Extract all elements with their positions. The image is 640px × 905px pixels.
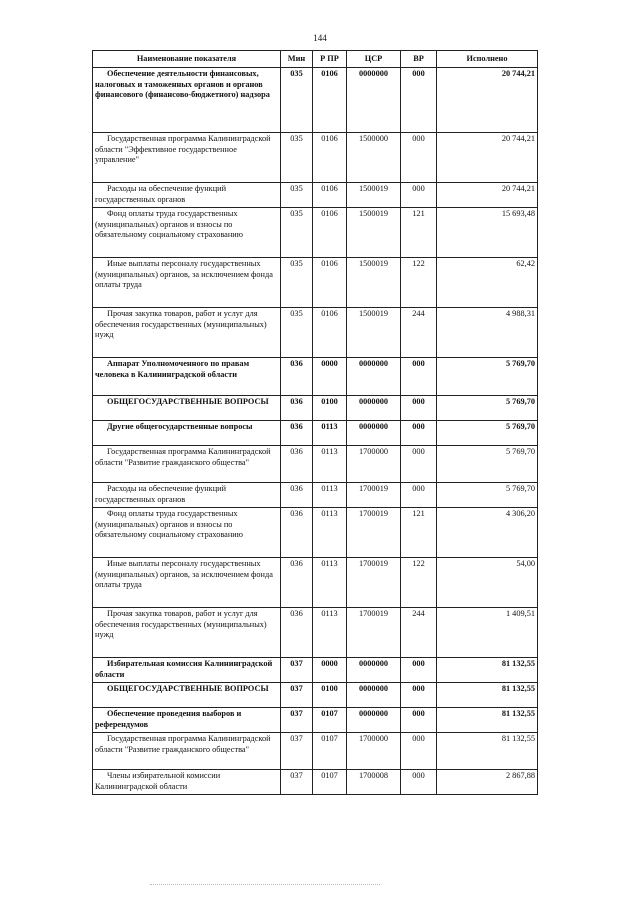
cell-target-article-code: 1700019 [347, 508, 401, 558]
table-row [93, 133, 538, 183]
cell-ministry-code: 036 [281, 421, 313, 446]
cell-indicator-name: Фонд оплаты труда государственных (муниципальных) органов и взносы по обязательному социальному страхованию [93, 508, 281, 558]
cell-executed-amount: 20 744,21 [437, 183, 538, 208]
cell-expense-type-code: 244 [401, 308, 437, 358]
cell-indicator-name: Аппарат Уполномоченного по правам человека в Калининградской области [93, 358, 281, 396]
cell-expense-type-code: 122 [401, 558, 437, 608]
cell-expense-type-code: 000 [401, 133, 437, 183]
cell-ministry-code: 035 [281, 308, 313, 358]
cell-target-article-code: 1500019 [347, 308, 401, 358]
cell-executed-amount: 5 769,70 [437, 483, 538, 508]
cell-section-code: 0113 [313, 421, 347, 446]
cell-target-article-code: 0000000 [347, 396, 401, 421]
cell-ministry-code: 036 [281, 608, 313, 658]
cell-ministry-code: 035 [281, 208, 313, 258]
cell-section-code: 0106 [313, 68, 347, 133]
cell-section-code: 0106 [313, 208, 347, 258]
cell-executed-amount: 4 306,20 [437, 508, 538, 558]
cell-indicator-name: Расходы на обеспечение функций государственных органов [93, 483, 281, 508]
cell-ministry-code: 036 [281, 483, 313, 508]
cell-target-article-code: 0000000 [347, 421, 401, 446]
cell-expense-type-code: 122 [401, 258, 437, 308]
cell-expense-type-code: 000 [401, 770, 437, 795]
cell-ministry-code: 035 [281, 258, 313, 308]
cell-executed-amount: 1 409,51 [437, 608, 538, 658]
cell-executed-amount: 81 132,55 [437, 683, 538, 708]
cell-indicator-name: ОБЩЕГОСУДАРСТВЕННЫЕ ВОПРОСЫ [93, 396, 281, 421]
cell-executed-amount: 20 744,21 [437, 133, 538, 183]
cell-ministry-code: 037 [281, 708, 313, 733]
cell-expense-type-code: 000 [401, 68, 437, 133]
cell-ministry-code: 036 [281, 446, 313, 483]
cell-indicator-name: ОБЩЕГОСУДАРСТВЕННЫЕ ВОПРОСЫ [93, 683, 281, 708]
cell-target-article-code: 1700019 [347, 483, 401, 508]
cell-indicator-name: Фонд оплаты труда государственных (муниципальных) органов и взносы по обязательному социальному страхованию [93, 208, 281, 258]
cell-section-code: 0106 [313, 308, 347, 358]
cell-indicator-name: Прочая закупка товаров, работ и услуг для обеспечения государственных (муниципальных) нужд [93, 308, 281, 358]
cell-target-article-code: 1500019 [347, 183, 401, 208]
cell-target-article-code: 1500019 [347, 208, 401, 258]
cell-target-article-code: 1700019 [347, 608, 401, 658]
cell-executed-amount: 20 744,21 [437, 68, 538, 133]
cell-target-article-code: 1700000 [347, 446, 401, 483]
cell-ministry-code: 037 [281, 683, 313, 708]
cell-target-article-code: 0000000 [347, 708, 401, 733]
cell-expense-type-code: 000 [401, 446, 437, 483]
cell-expense-type-code: 000 [401, 708, 437, 733]
cell-target-article-code: 1500019 [347, 258, 401, 308]
cell-section-code: 0106 [313, 258, 347, 308]
cell-executed-amount: 54,00 [437, 558, 538, 608]
cell-ministry-code: 037 [281, 658, 313, 683]
table-row [93, 421, 538, 446]
cell-target-article-code: 1700008 [347, 770, 401, 795]
budget-execution-table [92, 50, 538, 795]
table-row [93, 508, 538, 558]
cell-expense-type-code: 000 [401, 396, 437, 421]
cell-ministry-code: 035 [281, 183, 313, 208]
cell-section-code: 0113 [313, 508, 347, 558]
scan-noise-line [150, 884, 380, 887]
cell-indicator-name: Государственная программа Калининградской области "Эффективное государственное управление" [93, 133, 281, 183]
cell-section-code: 0113 [313, 446, 347, 483]
cell-expense-type-code: 121 [401, 508, 437, 558]
table-header-row [93, 51, 538, 68]
cell-indicator-name: Обеспечение проведения выборов и референдумов [93, 708, 281, 733]
cell-target-article-code: 0000000 [347, 68, 401, 133]
cell-ministry-code: 037 [281, 770, 313, 795]
cell-executed-amount: 5 769,70 [437, 446, 538, 483]
cell-section-code: 0107 [313, 733, 347, 770]
cell-executed-amount: 4 988,31 [437, 308, 538, 358]
table-row [93, 733, 538, 770]
table-row [93, 770, 538, 795]
header-ministry: Мин [281, 51, 313, 68]
table-row [93, 558, 538, 608]
cell-section-code: 0100 [313, 683, 347, 708]
cell-section-code: 0107 [313, 770, 347, 795]
cell-executed-amount: 81 132,55 [437, 708, 538, 733]
cell-expense-type-code: 000 [401, 658, 437, 683]
cell-section-code: 0106 [313, 133, 347, 183]
cell-executed-amount: 15 693,48 [437, 208, 538, 258]
header-executed: Исполнено [437, 51, 538, 68]
table-row [93, 483, 538, 508]
cell-expense-type-code: 000 [401, 421, 437, 446]
cell-expense-type-code: 244 [401, 608, 437, 658]
cell-expense-type-code: 000 [401, 683, 437, 708]
cell-executed-amount: 5 769,70 [437, 396, 538, 421]
cell-indicator-name: Государственная программа Калининградской области "Развитие гражданского общества" [93, 733, 281, 770]
table-row [93, 708, 538, 733]
table-row [93, 68, 538, 133]
table-body [93, 68, 538, 795]
table-row [93, 258, 538, 308]
cell-indicator-name: Иные выплаты персоналу государственных (муниципальных) органов, за исключением фонда оплаты труда [93, 558, 281, 608]
cell-indicator-name: Члены избирательной комиссии Калининградской области [93, 770, 281, 795]
cell-executed-amount: 62,42 [437, 258, 538, 308]
cell-section-code: 0113 [313, 558, 347, 608]
cell-indicator-name: Государственная программа Калининградской области "Развитие гражданского общества" [93, 446, 281, 483]
table-row [93, 683, 538, 708]
cell-ministry-code: 036 [281, 396, 313, 421]
cell-ministry-code: 035 [281, 68, 313, 133]
cell-indicator-name: Иные выплаты персоналу государственных (муниципальных) органов, за исключением фонда оплаты труда [93, 258, 281, 308]
table-row [93, 608, 538, 658]
table-row [93, 396, 538, 421]
table-row [93, 446, 538, 483]
cell-section-code: 0113 [313, 483, 347, 508]
cell-executed-amount: 81 132,55 [437, 658, 538, 683]
cell-section-code: 0100 [313, 396, 347, 421]
cell-executed-amount: 81 132,55 [437, 733, 538, 770]
cell-indicator-name: Обеспечение деятельности финансовых, налоговых и таможенных органов и органов финансового (финансово-бюджетного) надзора [93, 68, 281, 133]
header-expense-type: ВР [401, 51, 437, 68]
cell-indicator-name: Избирательная комиссия Калининградской области [93, 658, 281, 683]
cell-expense-type-code: 000 [401, 733, 437, 770]
table-row [93, 658, 538, 683]
cell-ministry-code: 036 [281, 558, 313, 608]
table-row [93, 308, 538, 358]
cell-indicator-name: Другие общегосударственные вопросы [93, 421, 281, 446]
cell-target-article-code: 1700000 [347, 733, 401, 770]
table-row [93, 358, 538, 396]
cell-section-code: 0106 [313, 183, 347, 208]
cell-expense-type-code: 121 [401, 208, 437, 258]
cell-target-article-code: 0000000 [347, 683, 401, 708]
cell-target-article-code: 0000000 [347, 658, 401, 683]
cell-ministry-code: 036 [281, 508, 313, 558]
header-indicator-name: Наименование показателя [93, 51, 281, 68]
cell-expense-type-code: 000 [401, 358, 437, 396]
page-number: 144 [313, 33, 327, 43]
cell-target-article-code: 0000000 [347, 358, 401, 396]
cell-indicator-name: Прочая закупка товаров, работ и услуг для обеспечения государственных (муниципальных) нужд [93, 608, 281, 658]
header-section: Р ПР [313, 51, 347, 68]
cell-expense-type-code: 000 [401, 483, 437, 508]
cell-section-code: 0000 [313, 358, 347, 396]
cell-expense-type-code: 000 [401, 183, 437, 208]
cell-target-article-code: 1500000 [347, 133, 401, 183]
table-row [93, 183, 538, 208]
cell-executed-amount: 5 769,70 [437, 358, 538, 396]
header-target-article: ЦСР [347, 51, 401, 68]
cell-section-code: 0107 [313, 708, 347, 733]
cell-executed-amount: 5 769,70 [437, 421, 538, 446]
cell-executed-amount: 2 867,88 [437, 770, 538, 795]
cell-ministry-code: 037 [281, 733, 313, 770]
cell-indicator-name: Расходы на обеспечение функций государственных органов [93, 183, 281, 208]
cell-ministry-code: 035 [281, 133, 313, 183]
cell-section-code: 0113 [313, 608, 347, 658]
cell-section-code: 0000 [313, 658, 347, 683]
cell-target-article-code: 1700019 [347, 558, 401, 608]
cell-ministry-code: 036 [281, 358, 313, 396]
table-row [93, 208, 538, 258]
